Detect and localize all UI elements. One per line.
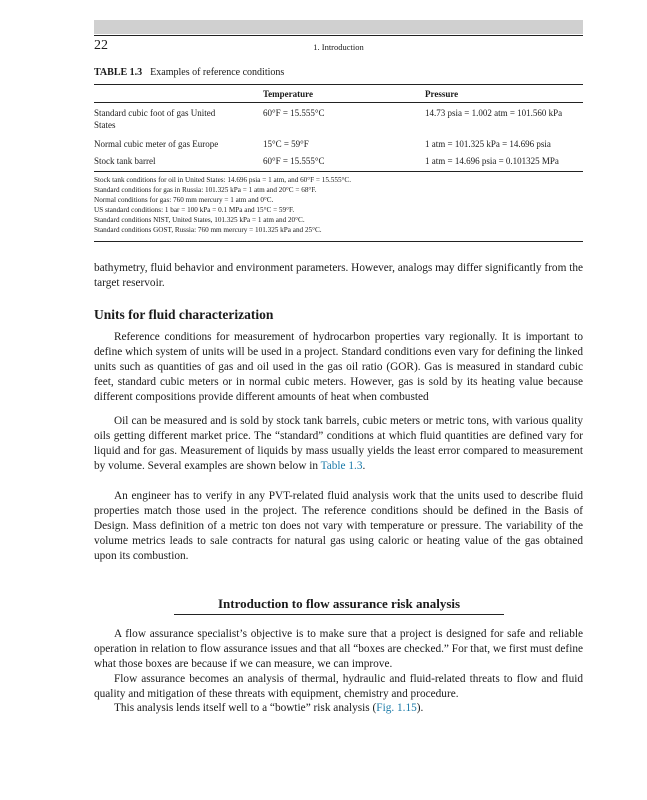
table-caption-text: Examples of reference conditions	[150, 67, 285, 78]
table-note: US standard conditions: 1 bar = 100 kPa = 0.1 MPa and 15°C = 59°F.	[94, 206, 295, 214]
figure-reference-link[interactable]: Fig. 1.15	[376, 702, 417, 714]
table-caption	[94, 67, 284, 78]
table-note: Stock tank conditions for oil in United States: 14.696 psia = 1 atm, and 60°F = 15.555°C.	[94, 176, 352, 184]
table-header-rule	[94, 102, 583, 103]
section-heading-underline	[174, 614, 504, 615]
row-pressure: 1 atm = 14.696 psia = 0.101325 MPa	[425, 156, 559, 166]
table-note: Standard conditions NIST, United States, 101.325 kPa = 1 atm and 20°C.	[94, 216, 305, 224]
paragraph-end: ).	[416, 702, 424, 714]
column-header-pressure: Pressure	[425, 89, 459, 99]
table-note: Standard conditions GOST, Russia: 760 mm mercury = 101.325 kPa and 25°C.	[94, 226, 322, 234]
row-name-line: States	[94, 120, 116, 130]
row-name: Stock tank barrel	[94, 156, 156, 166]
paragraph: An engineer has to verify in any PVT-related fluid analysis work that the units used to describe fluid properties match those used in the project. The reference conditions should be defined in the Basis of Design. Mass definition of a metric ton does not vary with temperature or pressure. The variability of the volume metrics leads to sale contracts for natural gas using caloric or heating value of the gas obtained upon its combustion.	[94, 490, 583, 563]
paragraph: Reference conditions for measurement of hydrocarbon properties vary regionally. It is important to define which system of units will be used in a project. Standard conditions even vary for defining the linked units such as quantities of gas and oil used in the gas oil ratio (GOR). Gas is measured in standard cubic feet, standard cubic meters or in normal cubic meters. However, gas is sold by its heating value because different compositions provide different amounts of heat when combusted	[94, 331, 583, 404]
table-notes-rule	[94, 241, 583, 242]
paragraph: Flow assurance becomes an analysis of thermal, hydraulic and fluid-related threats to flow and fluid quality and mitigation of these threats with equipment, chemistry and procedure.	[94, 673, 583, 701]
row-name	[94, 107, 254, 131]
intro-paragraph: bathymetry, fluid behavior and environment parameters. However, analogs may differ significantly from the target reservoir.	[94, 262, 583, 290]
header-bar	[94, 20, 583, 34]
row-temperature: 60°F = 15.555°C	[263, 156, 325, 166]
paragraph-end: .	[362, 460, 366, 473]
row-temperature: 15°C = 59°F	[263, 139, 309, 149]
column-header-temperature: Temperature	[263, 89, 313, 99]
section-heading-risk-analysis: Introduction to flow assurance risk analysis	[217, 596, 461, 611]
paragraph-text: This analysis lends itself well to a “bowtie” risk analysis (	[114, 702, 377, 714]
table-reference-link[interactable]: Table 1.3	[320, 460, 363, 473]
paragraph-text: Oil can be measured and is sold by stock tank barrels, cubic meters or metric tons, with various quality oils getting different market price. The “standard” conditions at which fluid quantities are defined vary for liquid and for gas. Measurement of liquids by mass usually yields the least error compared to measurement by volume. Several examples are shown below in	[94, 415, 583, 473]
table-note: Normal conditions for gas: 760 mm mercury = 1 atm and 0°C.	[94, 196, 274, 204]
paragraph	[94, 701, 583, 716]
table-top-rule	[94, 84, 583, 85]
header-rule	[94, 35, 583, 36]
section-heading-units: Units for fluid characterization	[94, 307, 274, 322]
row-pressure: 1 atm = 101.325 kPa = 14.696 psia	[425, 139, 551, 149]
table-label: TABLE 1.3	[94, 67, 143, 78]
table-bottom-rule	[94, 171, 583, 172]
page-number: 22	[94, 38, 108, 53]
row-temperature: 60°F = 15.555°C	[263, 108, 325, 118]
row-name-line: Standard cubic foot of gas United	[94, 108, 216, 118]
paragraph	[94, 414, 583, 474]
table-note: Standard conditions for gas in Russia: 101.325 kPa = 1 atm and 20°C = 68°F.	[94, 186, 317, 194]
chapter-title: 1. Introduction	[313, 42, 364, 52]
row-name: Normal cubic meter of gas Europe	[94, 139, 219, 149]
row-pressure: 14.73 psia = 1.002 atm = 101.560 kPa	[425, 108, 563, 118]
paragraph: A flow assurance specialist’s objective is to make sure that a project is designed for safe and reliable operation in relation to flow assurance issues and that all “boxes are checked.” For that, we first must define what those boxes are because if we can measure, we can improve.	[94, 628, 583, 671]
